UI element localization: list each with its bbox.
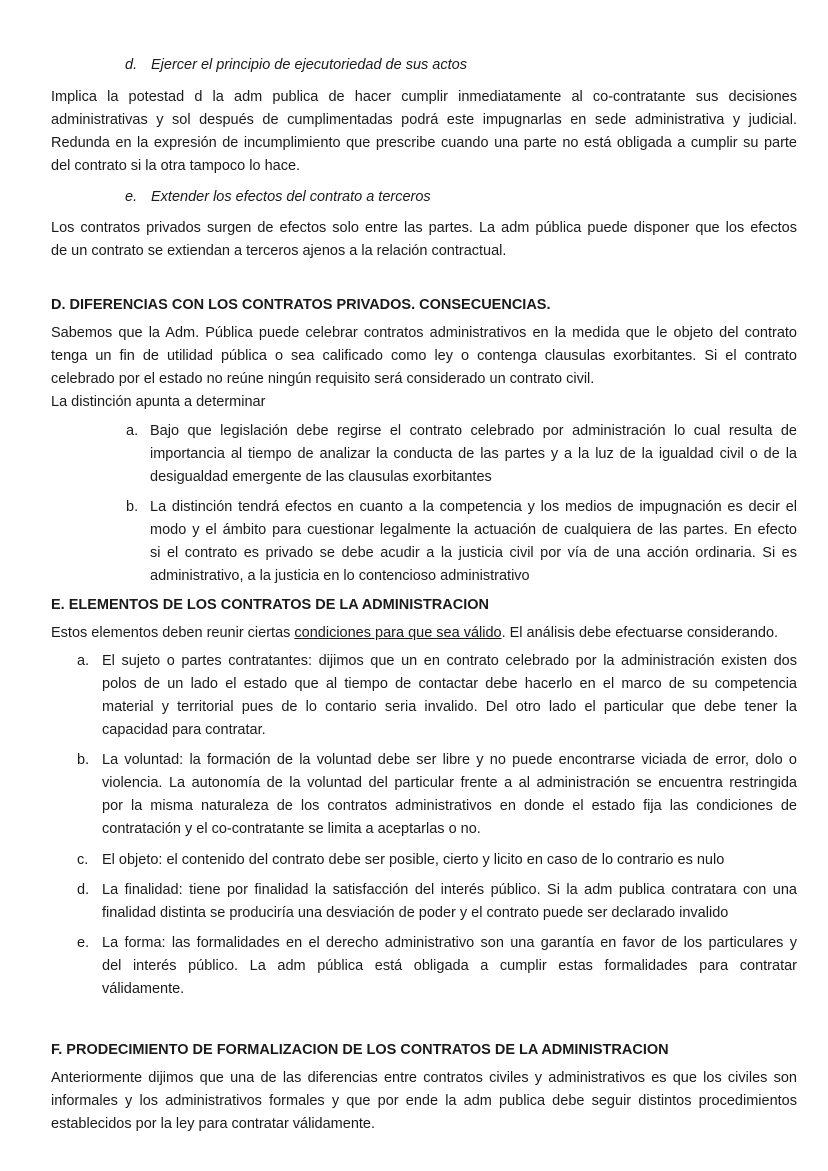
list-item-line: La finalidad: tiene por finalidad la satisfacción del interés público. Si la adm publica contratara con una bbox=[102, 882, 797, 898]
list-item-letter: d. bbox=[77, 882, 90, 898]
list-item-letter: a. bbox=[77, 653, 90, 669]
paragraph-line: La distinción apunta a determinar bbox=[51, 394, 266, 410]
list-item-line: contratación y el co-contratante se limita a aceptarlas o no. bbox=[102, 821, 481, 837]
list-item-line: importancia al tiempo de analizar la conducta de las partes y a la luz de la igualdad civil o de la bbox=[150, 446, 797, 462]
item-e-letter: e. bbox=[125, 189, 138, 205]
list-item-letter: e. bbox=[77, 935, 90, 951]
paragraph-line: Redunda en la expresión de incumplimiento que prescribe cuando una parte no está obligada a cumplir su parte bbox=[51, 135, 797, 151]
list-item-line: El objeto: el contenido del contrato debe ser posible, cierto y licito en caso de lo contrario es nulo bbox=[102, 852, 725, 868]
list-item-line: Bajo que legislación debe regirse el contrato celebrado por administración lo cual resulta de bbox=[150, 423, 797, 439]
intro-text: Estos elementos deben reunir ciertas bbox=[51, 625, 295, 641]
list-item-line: si el contrato es privado se debe acudir a la justicia civil por vía de una acción ordinaria. Si es bbox=[150, 545, 797, 561]
paragraph-line: tenga un fin de utilidad pública o sea calificado como ley o contenga clausulas exorbitantes. Si el contrato bbox=[51, 348, 797, 364]
list-item-line: violencia. La autonomía de la voluntad del particular frente a al administración se encuentra restringida bbox=[102, 775, 797, 791]
item-d-heading: Ejercer el principio de ejecutoriedad de sus actos bbox=[151, 57, 467, 73]
list-item-line: del interés público. La adm pública está obligada a cumplir estas formalidades para contratar bbox=[102, 958, 797, 974]
list-item-line: desigualdad emergente de las clausulas exorbitantes bbox=[150, 469, 492, 485]
list-item-letter: b. bbox=[126, 499, 139, 515]
list-item-letter: c. bbox=[77, 852, 89, 868]
paragraph-line: informales y los administrativos formales y que por ende la adm publica debe seguir distintos procedimientos bbox=[51, 1093, 797, 1109]
paragraph-line: Sabemos que la Adm. Pública puede celebrar contratos administrativos en la medida que le objeto del contrato bbox=[51, 325, 797, 341]
section-e-title: E. ELEMENTOS DE LOS CONTRATOS DE LA ADMINISTRACION bbox=[51, 597, 489, 613]
paragraph-line: establecidos por la ley para contratar válidamente. bbox=[51, 1116, 376, 1132]
item-e-heading: Extender los efectos del contrato a terceros bbox=[151, 189, 431, 205]
section-d-title: D. DIFERENCIAS CON LOS CONTRATOS PRIVADOS. CONSECUENCIAS. bbox=[51, 297, 551, 313]
paragraph-line: Anteriormente dijimos que una de las diferencias entre contratos civiles y administrativos es que los civiles son bbox=[51, 1070, 797, 1086]
list-item-line: La voluntad: la formación de la voluntad debe ser libre y no puede encontrarse viciada de error, dolo o bbox=[102, 752, 797, 768]
list-item-line: polos de un lado el estado que al tiempo de contactar debe hacerlo en el marco de su competencia bbox=[102, 676, 797, 692]
section-f-title: F. PRODECIMIENTO DE FORMALIZACION DE LOS CONTRATOS DE LA ADMINISTRACION bbox=[51, 1042, 669, 1058]
paragraph-line: Implica la potestad d la adm publica de hacer cumplir inmediatamente al co-contratante sus decisiones bbox=[51, 89, 797, 105]
paragraph-line: Los contratos privados surgen de efectos solo entre las partes. La adm pública puede disponer que los efectos bbox=[51, 220, 797, 236]
item-d-letter: d. bbox=[125, 57, 138, 73]
list-item-letter: b. bbox=[77, 752, 90, 768]
list-item-letter: a. bbox=[126, 423, 139, 439]
list-item-line: capacidad para contratar. bbox=[102, 722, 266, 738]
paragraph-line: administrativas y sol después de cumplimentadas podrá este impugnarlas en sede administrativa y judicial. bbox=[51, 112, 797, 128]
paragraph-line: de un contrato se extiendan a terceros ajenos a la relación contractual. bbox=[51, 243, 507, 259]
intro-underlined-text: condiciones para que sea válido bbox=[294, 625, 502, 641]
section-e-intro bbox=[51, 622, 778, 645]
list-item-line: por la misma naturaleza de los contratos administrativos en donde el estado fija las condiciones de bbox=[102, 798, 797, 814]
list-item-line: La distinción tendrá efectos en cuanto a la competencia y los medios de impugnación es decir el bbox=[150, 499, 797, 515]
paragraph-line: celebrado por el estado no reúne ningún requisito será considerado un contrato civil. bbox=[51, 371, 595, 387]
list-item-line: modo y el ámbito para cuestionar legalmente la actuación de cualquiera de las partes. En efecto bbox=[150, 522, 797, 538]
list-item-line: finalidad distinta se produciría una desviación de poder y el contrato puede ser declarado invalido bbox=[102, 905, 729, 921]
list-item-line: El sujeto o partes contratantes: dijimos que un en contrato celebrado por la administración existen dos bbox=[102, 653, 797, 669]
list-item-line: material y territorial pues de lo contario seria invalido. Del otro lado el particular que debe tener la bbox=[102, 699, 797, 715]
list-item-line: La forma: las formalidades en el derecho administrativo son una garantía en favor de los particulares y bbox=[102, 935, 797, 951]
list-item-line: administrativo, a la justicia en lo contencioso administrativo bbox=[150, 568, 530, 584]
list-item-line: válidamente. bbox=[102, 981, 185, 997]
intro-text: . El análisis debe efectuarse considerando. bbox=[501, 625, 779, 641]
paragraph-line: del contrato si la otra tampoco lo hace. bbox=[51, 158, 301, 174]
